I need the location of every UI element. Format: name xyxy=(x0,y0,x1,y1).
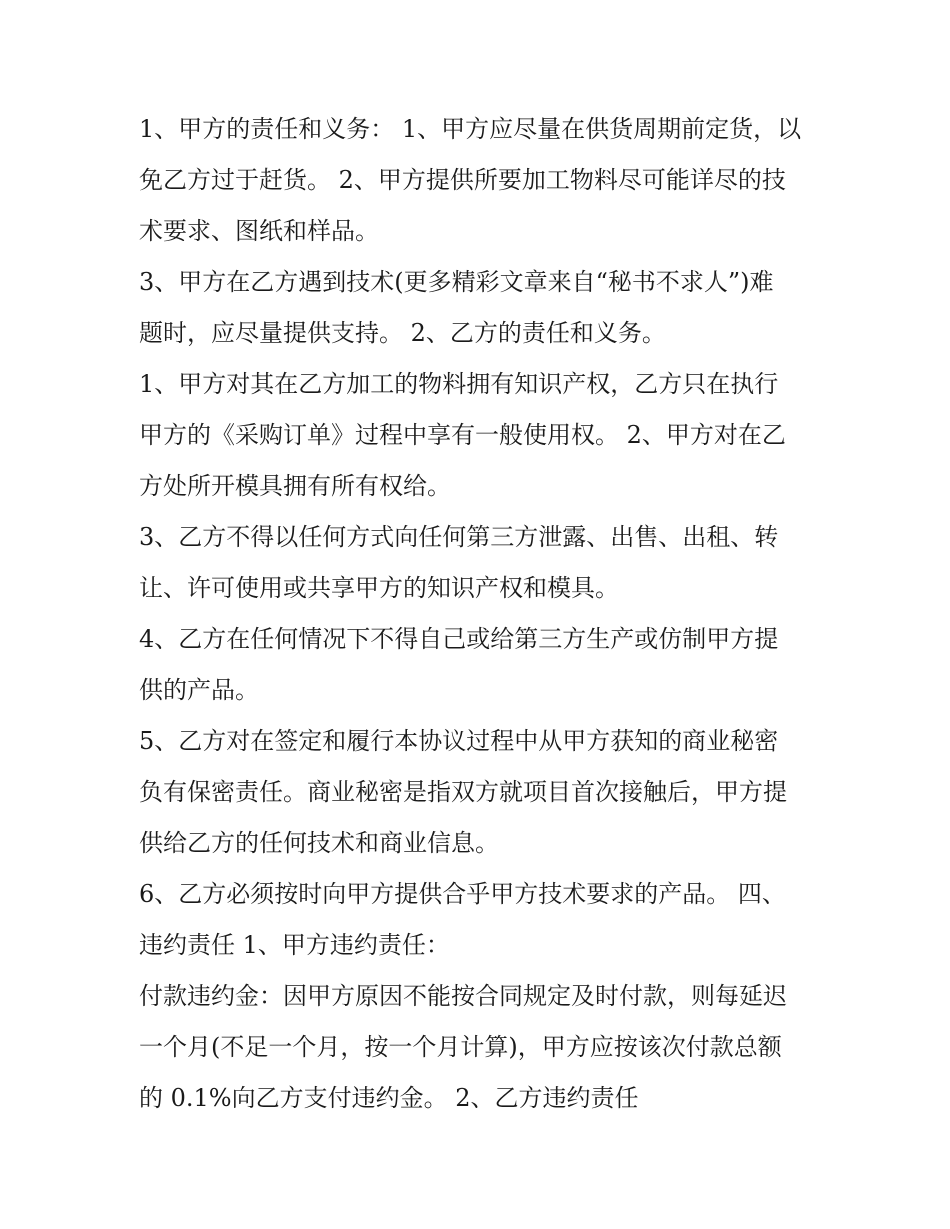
text-line: 4、乙方在任何情况下不得自己或给第三方生产或仿制甲方提 xyxy=(139,625,779,653)
text-line: 3、乙方不得以任何方式向任何第三方泄露、出售、出租、转 xyxy=(139,523,779,551)
text-line: 甲方的《采购订单》过程中享有一般使用权。 2、甲方对在乙 xyxy=(139,421,786,449)
text-line: 3、甲方在乙方遇到技术(更多精彩文章来自“秘书不求人”)难 xyxy=(139,268,774,296)
text-line: 违约责任 1、甲方违约责任： xyxy=(139,931,450,959)
text-line: 题时，应尽量提供支持。 2、乙方的责任和义务。 xyxy=(139,319,666,347)
text-line: 免乙方过于赶货。 2、甲方提供所要加工物料尽可能详尽的技 xyxy=(139,166,786,194)
text-line: 术要求、图纸和样品。 xyxy=(139,217,379,245)
text-line: 1、甲方的责任和义务： 1、甲方应尽量在供货周期前定货，以 xyxy=(139,115,802,143)
text-line: 供的产品。 xyxy=(139,676,259,704)
text-line: 让、许可使用或共享甲方的知识产权和模具。 xyxy=(139,574,619,602)
text-line: 一个月(不足一个月，按一个月计算)，甲方应按该次付款总额 xyxy=(139,1033,782,1061)
text-line: 负有保密责任。商业秘密是指双方就项目首次接触后，甲方提 xyxy=(139,778,787,806)
text-line: 供给乙方的任何技术和商业信息。 xyxy=(139,829,499,857)
text-line: 方处所开模具拥有所有权给。 xyxy=(139,472,451,500)
text-line: 1、甲方对其在乙方加工的物料拥有知识产权，乙方只在执行 xyxy=(139,370,779,398)
document-body xyxy=(139,104,819,1124)
text-line: 5、乙方对在签定和履行本协议过程中从甲方获知的商业秘密 xyxy=(139,727,779,755)
text-line: 6、乙方必须按时向甲方提供合乎甲方技术要求的产品。 四、 xyxy=(139,880,786,908)
text-line: 付款违约金：因甲方原因不能按合同规定及时付款，则每延迟 xyxy=(139,982,787,1010)
text-line: 的 0.1%向乙方支付违约金。 2、乙方违约责任 xyxy=(139,1084,639,1112)
